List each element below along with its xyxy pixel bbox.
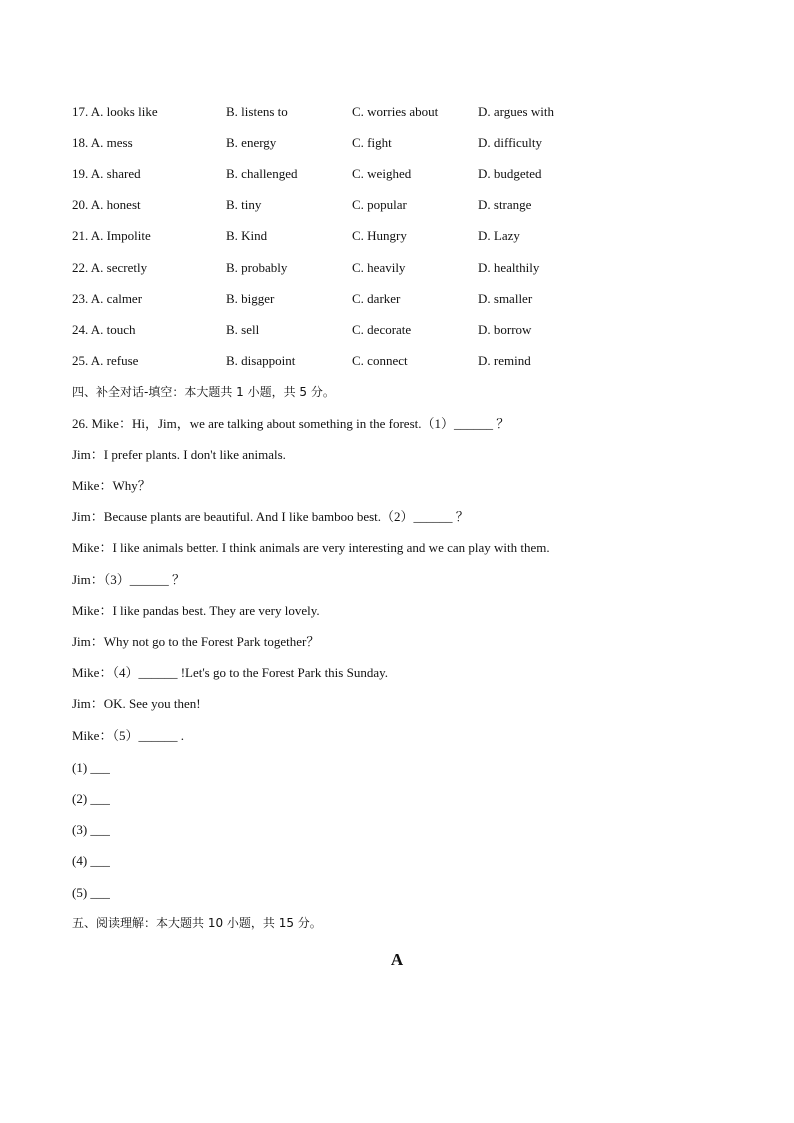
option-b: B. energy (226, 135, 277, 150)
passage-label: A (390, 950, 404, 969)
option-b: B. sell (226, 322, 260, 337)
option-b: B. Kind (226, 228, 268, 243)
dialogue-line-3: Mike：Why？ (72, 478, 151, 493)
option-c: C. decorate (352, 322, 412, 337)
answer-blank-5[interactable]: (5) ___ (72, 885, 110, 900)
option-b: B. disappoint (226, 353, 296, 368)
option-b: B. challenged (226, 166, 298, 181)
dialogue-line-11: Mike：（5）______ . (72, 728, 184, 743)
option-c: C. fight (352, 135, 392, 150)
option-d: D. smaller (478, 291, 533, 306)
option-b: B. probably (226, 260, 288, 275)
option-a: 22. A. secretly (72, 260, 148, 275)
dialogue-line-5: Mike：I like animals better. I think animals are very interesting and we can play with them. (72, 540, 550, 555)
option-d: D. healthily (478, 260, 540, 275)
option-d: D. Lazy (478, 228, 520, 243)
answer-blank-3[interactable]: (3) ___ (72, 822, 110, 837)
option-a: 17. A. looks like (72, 104, 158, 119)
dialogue-line-6: Jim：（3）______ ？ (72, 572, 186, 587)
option-a: 24. A. touch (72, 322, 136, 337)
option-b: B. bigger (226, 291, 275, 306)
option-c: C. connect (352, 353, 408, 368)
option-c: C. worries about (352, 104, 439, 119)
dialogue-line-2: Jim：I prefer plants. I don't like animals. (72, 447, 286, 462)
option-d: D. argues with (478, 104, 554, 119)
section-4-heading: 四、补全对话-填空：本大题共 1 小题，共 5 分。 (72, 385, 335, 399)
answer-blank-4[interactable]: (4) ___ (72, 853, 110, 868)
option-b: B. listens to (226, 104, 288, 119)
option-c: C. heavily (352, 260, 406, 275)
section-5-heading: 五、阅读理解：本大题共 10 小题，共 15 分。 (72, 916, 322, 930)
dialogue-line-4: Jim：Because plants are beautiful. And I like bamboo best.（2）______ ？ (72, 509, 469, 524)
option-a: 19. A. shared (72, 166, 141, 181)
option-c: C. darker (352, 291, 401, 306)
answer-blank-1[interactable]: (1) ___ (72, 760, 110, 775)
option-d: D. budgeted (478, 166, 542, 181)
option-d: D. difficulty (478, 135, 543, 150)
option-a: 23. A. calmer (72, 291, 143, 306)
dialogue-line-10: Jim：OK. See you then! (72, 696, 201, 711)
dialogue-line-9: Mike：（4）______ !Let's go to the Forest Park this Sunday. (72, 665, 389, 680)
option-d: D. strange (478, 197, 532, 212)
option-a: 20. A. honest (72, 197, 141, 212)
dialogue-line-1: 26. Mike：Hi，Jim，we are talking about something in the forest.（1）______ ？ (72, 416, 510, 431)
option-a: 25. A. refuse (72, 353, 139, 368)
option-a: 21. A. Impolite (72, 228, 151, 243)
option-a: 18. A. mess (72, 135, 133, 150)
option-d: D. remind (478, 353, 531, 368)
option-c: C. popular (352, 197, 407, 212)
option-d: D. borrow (478, 322, 532, 337)
option-c: C. Hungry (352, 228, 407, 243)
dialogue-line-8: Jim：Why not go to the Forest Park together？ (72, 634, 320, 649)
option-b: B. tiny (226, 197, 262, 212)
option-c: C. weighed (352, 166, 412, 181)
answer-blank-2[interactable]: (2) ___ (72, 791, 110, 806)
dialogue-line-7: Mike：I like pandas best. They are very lovely. (72, 603, 320, 618)
